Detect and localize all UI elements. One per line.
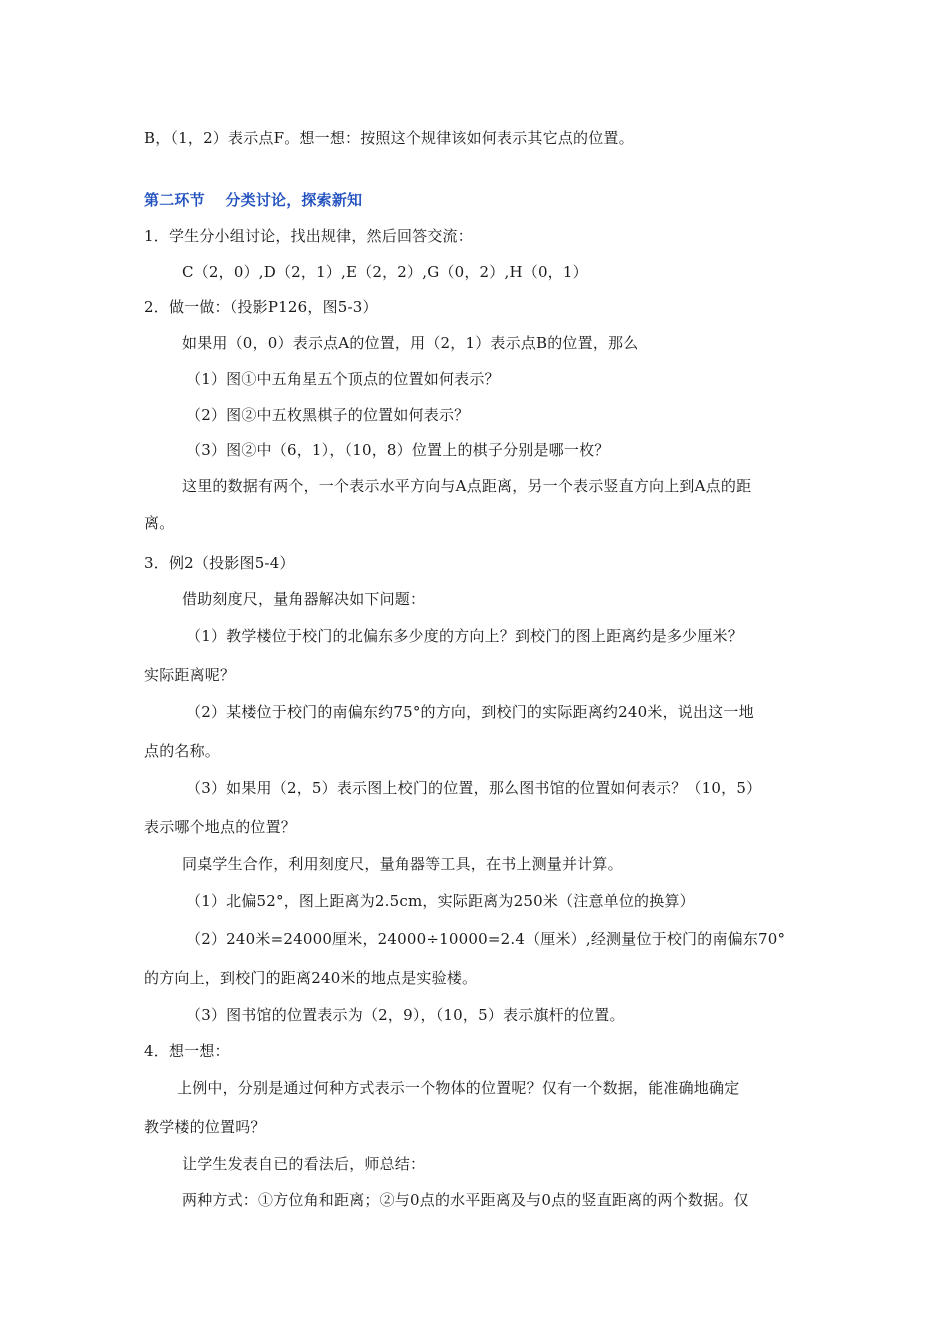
- text-line: （3）如果用（2，5）表示图上校门的位置，那么图书馆的位置如何表示？（10，5）: [186, 779, 762, 797]
- text-line: 的方向上，到校门的距离240米的地点是实验楼。: [144, 969, 478, 987]
- text-line: 3．例2（投影图5-4）: [144, 554, 295, 572]
- text-line: 两种方式：①方位角和距离；②与0点的水平距离及与0点的竖直距离的两个数据。仅: [182, 1191, 749, 1209]
- text-line: C（2，0）,D（2，1）,E（2，2）,G（0，2）,H（0，1）: [182, 263, 588, 281]
- text-line: 点的名称。: [144, 742, 221, 760]
- text-line: （3）图②中（6，1），（10，8）位置上的棋子分别是哪一枚？: [186, 441, 610, 459]
- text-line: 同桌学生合作，利用刻度尺，量角器等工具，在书上测量并计算。: [182, 855, 623, 873]
- text-line: 表示哪个地点的位置？: [144, 818, 297, 836]
- text-line: 1．学生分小组讨论，找出规律，然后回答交流：: [144, 227, 473, 245]
- text-line: 实际距离呢？: [144, 666, 236, 684]
- text-line: （1）北偏52°，图上距离为2.5cm，实际距离为250米（注意单位的换算）: [186, 892, 695, 910]
- text-line: （2）240米=24000厘米，24000÷10000=2.4（厘米）,经测量位于校门的南偏东70°: [186, 930, 786, 948]
- text-line: 这里的数据有两个，一个表示水平方向与A点距离，另一个表示竖直方向上到A点的距: [182, 477, 752, 495]
- text-line: 借助刻度尺，量角器解决如下问题：: [182, 590, 426, 608]
- text-line: 2．做一做：（投影P126，图5-3）: [144, 298, 378, 316]
- text-line: B，（1，2）表示点F。想一想：按照这个规律该如何表示其它点的位置。: [144, 129, 634, 147]
- text-line: 上例中，分别是通过何种方式表示一个物体的位置呢？仅有一个数据，能准确地确定: [177, 1079, 740, 1097]
- text-line: （1）教学楼位于校门的北偏东多少度的方向上？到校门的图上距离约是多少厘米？: [186, 627, 743, 645]
- text-line: （2）某楼位于校门的南偏东约75°的方向，到校门的实际距离约240米，说出这一地: [186, 703, 754, 721]
- text-line: 让学生发表自已的看法后，师总结：: [182, 1155, 426, 1173]
- text-line: （3）图书馆的位置表示为（2，9），（10，5）表示旗杆的位置。: [186, 1006, 625, 1024]
- text-line: （2）图②中五枚黑棋子的位置如何表示？: [186, 406, 470, 424]
- text-line: 教学楼的位置吗？: [144, 1118, 266, 1136]
- section-heading: 第二环节 分类讨论，探索新知: [144, 191, 363, 209]
- text-line: 4．想一想：: [144, 1042, 230, 1060]
- text-line: （1）图①中五角星五个顶点的位置如何表示？: [186, 370, 500, 388]
- text-line: 如果用（0，0）表示点A的位置，用（2，1）表示点B的位置，那么: [182, 334, 639, 352]
- text-line: 离。: [144, 514, 175, 532]
